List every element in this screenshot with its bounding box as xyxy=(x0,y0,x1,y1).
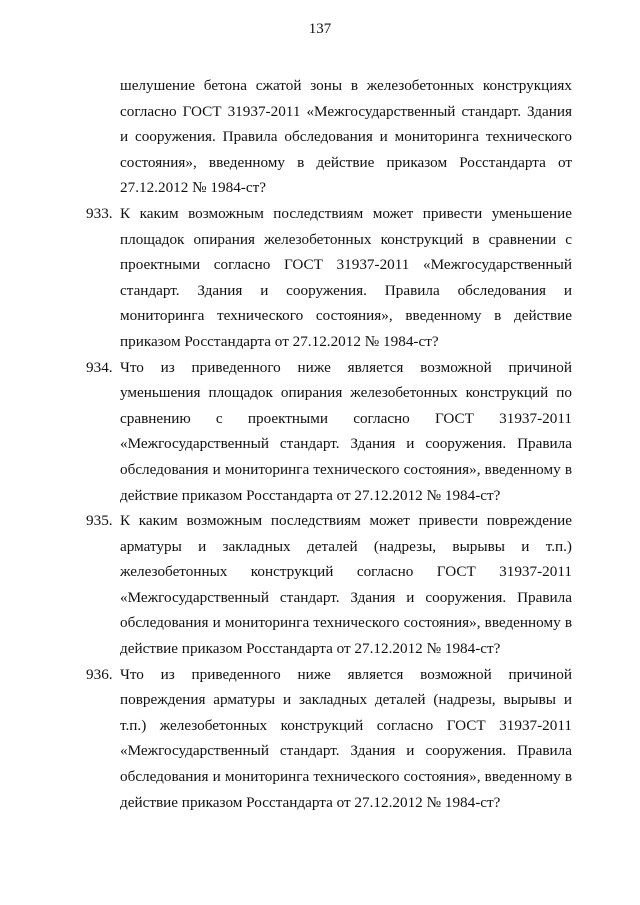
question-text: Что из приведенного ниже является возможной причиной повреждения арматуры и закладных деталей (надрезы, вырывы и т.п.) железобетонных конструкций согласно ГОСТ 31937-2011 «Межгосударственный стандарт. Здания и сооружения. Правила обследования и мониторинга технического состояния», введенному в действие приказом Росстандарта от 27.12.2012 № 1984-ст? xyxy=(120,665,572,811)
question-number: 933. xyxy=(86,204,113,222)
question-935 xyxy=(86,508,572,662)
question-number: 934. xyxy=(86,358,113,376)
question-text: К каким возможным последствиям может привести повреждение арматуры и закладных деталей (надрезы, вырывы и т.п.) железобетонных конструкций согласно ГОСТ 31937-2011 «Межгосударственный стандарт. Здания и сооружения. Правила обследования и мониторинга технического состояния», введенному в действие приказом Росстандарта от 27.12.2012 № 1984-ст? xyxy=(120,512,572,658)
page-number: 137 xyxy=(308,21,332,37)
question-number: 936. xyxy=(86,665,113,683)
question-text: К каким возможным последствиям может привести уменьшение площадок опирания железобетонных конструкций в сравнении с проектными согласно ГОСТ 31937-2011 «Межгосударственный стандарт. Здания и сооружения. Правила обследования и мониторинга технического состояния», введенному в действие приказом Росстандарта от 27.12.2012 № 1984-ст? xyxy=(120,204,572,350)
question-936 xyxy=(86,662,572,816)
page-content xyxy=(86,73,572,815)
question-934 xyxy=(86,355,572,509)
question-933 xyxy=(86,201,572,355)
continuation-paragraph: шелушение бетона сжатой зоны в железобетонных конструкциях согласно ГОСТ 31937-2011 «Межгосударственный стандарт. Здания и сооружения. Правила обследования и мониторинга технического состояния», введенному в действие приказом Росстандарта от 27.12.2012 № 1984-ст? xyxy=(120,77,572,197)
question-number: 935. xyxy=(86,512,113,530)
question-text: Что из приведенного ниже является возможной причиной уменьшения площадок опирания железобетонных конструкций по сравнению с проектными согласно ГОСТ 31937-2011 «Межгосударственный стандарт. Здания и сооружения. Правила обследования и мониторинга технического состояния», введенному в действие приказом Росстандарта от 27.12.2012 № 1984-ст? xyxy=(120,358,572,504)
